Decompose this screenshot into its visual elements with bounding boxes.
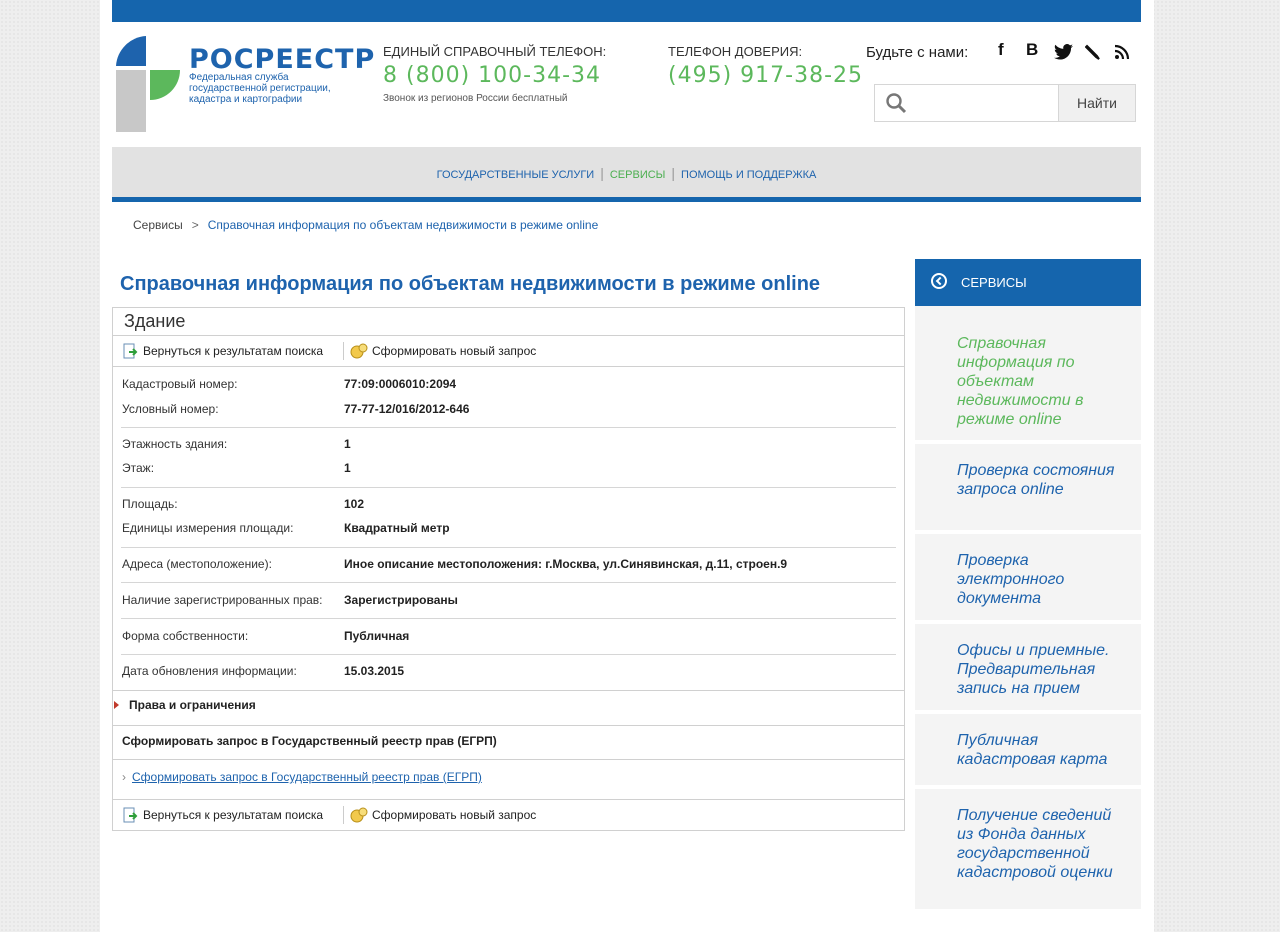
sidebar-item-cadastral-map[interactable]: Публичная кадастровая карта — [915, 714, 1141, 785]
new-request-link[interactable]: Сформировать новый запрос — [372, 808, 537, 822]
breadcrumb-current[interactable]: Справочная информация по объектам недвижимости в режиме online — [207, 218, 599, 232]
egrp-request-link[interactable]: Сформировать запрос в Государственный реестр прав (ЕГРП) — [132, 770, 482, 784]
field-label: Условный номер: — [122, 402, 219, 416]
field-label: Этажность здания: — [122, 437, 228, 451]
divider — [113, 366, 904, 367]
field-label: Форма собственности: — [122, 629, 249, 643]
page — [100, 0, 1154, 932]
search-box — [874, 84, 1136, 122]
search-button[interactable]: Найти — [1058, 85, 1135, 121]
breadcrumb-root[interactable]: Сервисы — [133, 218, 183, 232]
sidebar-header[interactable] — [915, 259, 1141, 306]
logo-emblem-icon — [116, 36, 180, 132]
egrp-request — [122, 770, 482, 784]
field-value: Иное описание местоположения: г.Москва, ул.Синявинская, д.11, строен.9 — [344, 557, 788, 571]
divider — [113, 690, 904, 691]
new-request-icon — [349, 342, 369, 360]
field-label: Кадастровый номер: — [122, 377, 238, 391]
field-label: Площадь: — [122, 497, 178, 511]
panel-toolbar-top — [113, 336, 904, 367]
panel-heading-text: Здание — [124, 311, 186, 331]
divider — [113, 725, 904, 726]
divider — [121, 427, 896, 428]
rights-and-restrictions-toggle[interactable] — [114, 698, 256, 712]
new-request-icon — [349, 806, 369, 824]
field-label: Дата обновления информации: — [122, 664, 297, 678]
rss-icon[interactable] — [1114, 44, 1130, 60]
rights-section-label: Права и ограничения — [129, 698, 256, 712]
field-label: Наличие зарегистрированных прав: — [122, 593, 323, 607]
nav-separator: | — [671, 165, 676, 181]
field-value: Публичная — [344, 629, 410, 643]
egrp-heading: Сформировать запрос в Государственный реестр прав (ЕГРП) — [122, 734, 497, 748]
chevron-right-icon: › — [122, 770, 126, 784]
nav-item-help[interactable]: ПОМОЩЬ И ПОДДЕРЖКА — [681, 169, 817, 181]
sidebar-item-offices[interactable]: Офисы и приемные. Предварительная запись на прием — [915, 624, 1141, 710]
field-value: 77:09:0006010:2094 — [344, 377, 457, 391]
back-document-icon — [122, 807, 138, 823]
nav-item-public-services[interactable]: ГОСУДАРСТВЕННЫЕ УСЛУГИ — [436, 169, 595, 181]
logo-subtitle-line: Федеральная служба — [189, 72, 289, 83]
sidebar-item-reference-info[interactable]: Справочная информация по объектам недвижимости в режиме online — [915, 306, 1141, 440]
divider — [121, 618, 896, 619]
hotline-note: Звонок из регионов России бесплатный — [383, 93, 568, 104]
livejournal-icon[interactable] — [1085, 44, 1101, 60]
new-request-link[interactable]: Сформировать новый запрос — [372, 344, 537, 358]
field-value: 1 — [344, 461, 351, 475]
top-bar — [112, 0, 1141, 22]
divider — [121, 654, 896, 655]
logo-subtitle — [189, 72, 359, 105]
field-label: Этаж: — [122, 461, 155, 475]
nav-item-services[interactable]: СЕРВИСЫ — [609, 169, 666, 181]
panel-toolbar-bottom — [113, 800, 904, 831]
search-icon — [885, 92, 907, 114]
divider — [113, 759, 904, 760]
field-value: 15.03.2015 — [344, 664, 405, 678]
toolbar-separator — [343, 806, 344, 824]
field-value: 102 — [344, 497, 365, 511]
twitter-icon[interactable] — [1054, 44, 1073, 60]
divider — [121, 487, 896, 488]
back-circle-icon — [931, 273, 947, 289]
vk-icon[interactable]: B — [1026, 40, 1039, 59]
toolbar-separator — [343, 342, 344, 360]
breadcrumb-separator: > — [191, 218, 199, 232]
field-label: Единицы измерения площади: — [122, 521, 294, 535]
object-info-panel — [112, 307, 905, 831]
panel-heading — [113, 308, 904, 336]
breadcrumb — [133, 218, 598, 232]
divider — [121, 582, 896, 583]
hotline-label: ЕДИНЫЙ СПРАВОЧНЫЙ ТЕЛЕФОН: — [383, 44, 607, 59]
sidebar-item-valuation-fund[interactable]: Получение сведений из Фонда данных государственной кадастровой оценки — [915, 789, 1141, 909]
main-nav — [112, 147, 1141, 202]
social-label: Будьте с нами: — [866, 44, 969, 61]
hotline-phone[interactable]: 8 (800) 100-34-34 — [383, 63, 601, 88]
field-value: 77-77-12/016/2012-646 — [344, 402, 470, 416]
sidebar-title: СЕРВИСЫ — [961, 275, 1027, 290]
sidebar-list — [915, 306, 1141, 913]
divider — [121, 547, 896, 548]
back-to-results-link[interactable]: Вернуться к результатам поиска — [143, 344, 324, 358]
back-document-icon — [122, 343, 138, 359]
logo-title: РОСРЕЕСТР — [189, 44, 376, 75]
sidebar-item-document-check[interactable]: Проверка электронного документа — [915, 534, 1141, 620]
field-value: Квадратный метр — [344, 521, 450, 535]
field-label: Адреса (местоположение): — [122, 557, 272, 571]
field-value: 1 — [344, 437, 351, 451]
page-title: Справочная информация по объектам недвижимости в режиме online — [120, 273, 821, 295]
rosreestr-logo[interactable] — [116, 36, 376, 132]
logo-subtitle-line: кадастра и картографии — [189, 94, 303, 105]
logo-subtitle-line: государственной регистрации, — [189, 83, 331, 94]
facebook-icon[interactable]: f — [998, 40, 1004, 59]
sidebar-item-request-status[interactable]: Проверка состояния запроса online — [915, 444, 1141, 530]
search-input[interactable] — [915, 89, 1059, 119]
field-value: Зарегистрированы — [344, 593, 458, 607]
trust-line-phone[interactable]: (495) 917-38-25 — [668, 63, 864, 88]
back-to-results-link[interactable]: Вернуться к результатам поиска — [143, 808, 324, 822]
expand-triangle-icon — [114, 701, 119, 709]
nav-separator: | — [600, 165, 604, 181]
trust-line-label: ТЕЛЕФОН ДОВЕРИЯ: — [668, 44, 803, 59]
